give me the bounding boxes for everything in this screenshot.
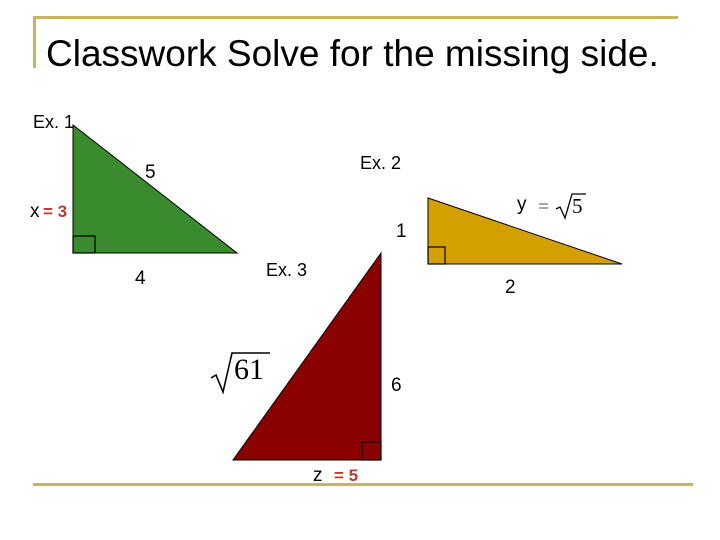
- ex2-base-value: 2: [505, 277, 516, 298]
- ex1-base-value: 4: [135, 268, 146, 289]
- ex3-hypotenuse-radicand: 61: [234, 353, 264, 386]
- slide-title: Classwork Solve for the missing side.: [46, 33, 659, 74]
- ex2-left-leg-value: 1: [396, 221, 407, 242]
- triangle-ex1: [73, 125, 237, 253]
- ex3-right-leg-value: 6: [391, 375, 402, 396]
- ex2-answer-radicand: 5: [572, 194, 583, 218]
- ex2-label: Ex. 2: [360, 153, 402, 173]
- ex1-unknown-var: x: [30, 201, 40, 222]
- ex1-hypotenuse-value: 5: [145, 162, 156, 183]
- ex2-unknown-var: y: [517, 194, 527, 215]
- ex3-unknown-var: z: [313, 465, 323, 486]
- ex2-equals-sign: =: [538, 196, 550, 218]
- ex3-label: Ex. 3: [266, 260, 308, 280]
- ex3-answer: = 5: [334, 466, 359, 485]
- ex1-label: Ex. 1: [33, 112, 75, 132]
- ex1-answer: = 3: [43, 202, 68, 221]
